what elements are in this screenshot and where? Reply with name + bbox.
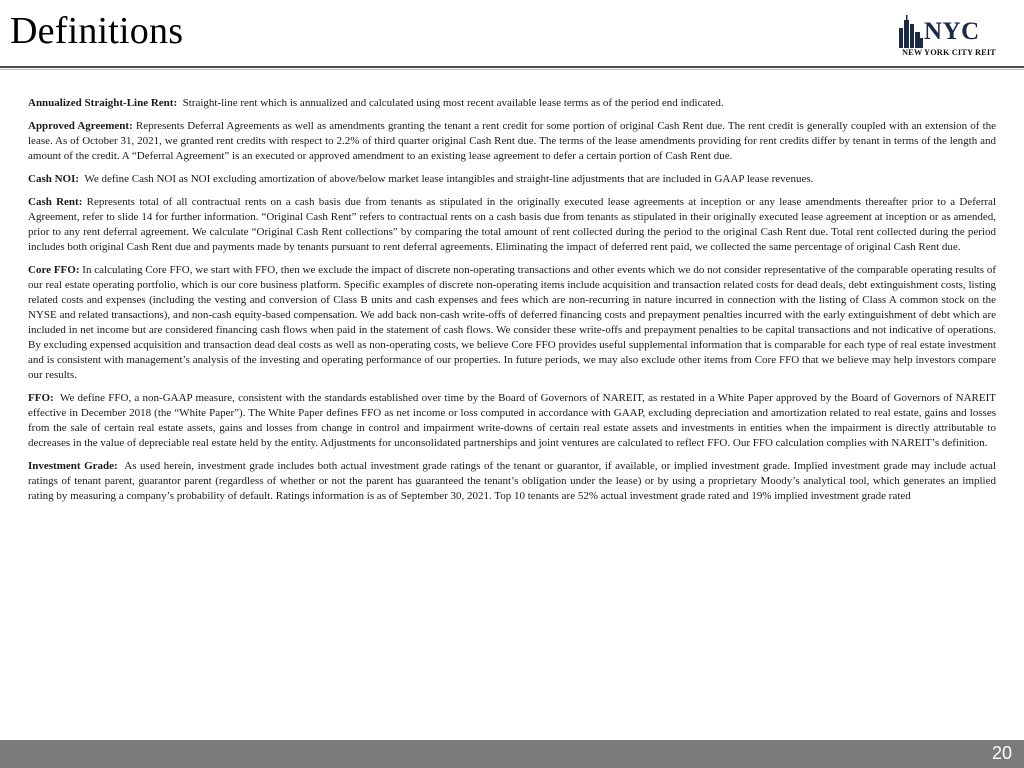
header-divider [0,66,1024,68]
definition-term: Approved Agreement: [28,120,133,132]
definition-ffo [28,391,996,451]
definition-core-ffo [28,263,996,383]
definition-investment-grade [28,459,996,504]
definitions-list [28,96,996,512]
definition-term: Investment Grade: [28,460,118,472]
definition-text: Straight-line rent which is annualized and calculated using most recent available lease terms as of the period end indicated. [182,97,724,109]
page-number: 20 [991,743,1012,763]
definition-text: We define Cash NOI as NOI excluding amortization of above/below market lease intangibles and straight-line adjustments that are included in GAAP lease revenues. [84,173,814,185]
definition-term: Cash NOI: [28,173,80,185]
definition-term: FFO: [28,392,54,404]
company-logo [898,12,1010,58]
header-divider-light [0,69,1024,70]
skyline-icon [898,12,924,48]
definition-text: In calculating Core FFO, we start with FFO, then we exclude the impact of discrete non-operating transactions and other events which we do not consider representative of the comparable operating results of our real estate operating portfolio, which is our core business platform. Specific examples of discrete non-operating items include acquisition and transaction related costs for dead deals, debt extinguishment costs, listing related costs and expenses (including the vesting and conversion of Class B units and cash expenses and fees which are non-recurring in nature incurred in connection with the listing of Class A common stock on the NYSE and related transactions), and non-cash equity-based compensation. We add back non-cash write-offs of deferred financing costs and prepayment penalties incurred with the early extinguishment of debt which are included in net income but are considered financing cash flows when paid in the statement of cash flows. We consider these write-offs and prepayment penalties to be capital transactions and not indicative of operations. By excluding expensed acquisition and transaction dead deal costs as well as non-operating costs, we believe Core FFO provides useful supplemental information that is comparable for each type of real estate investment and is consistent with management’s analysis of the investing and operating performance of our properties. In future periods, we may also exclude other items from Core FFO that we believe may help investors compare our results. [28,264,996,381]
definition-text: Represents Deferral Agreements as well as amendments granting the tenant a rent credit for some portion of original Cash Rent due. The rent credit is generally coupled with an extension of the lease. As of October 31, 2021, we granted rent credits with respect to 2.2% of third quarter original Cash Rent due. The terms of the lease amendments providing for rent credits differ by tenant in terms of the length and amount of the credit. A “Deferral Agreement” is an executed or approved amendment to an existing lease agreement to defer a certain portion of Cash Rent due. [28,120,997,162]
footer-bar [0,740,1024,768]
page-title: Definitions [10,10,184,52]
definition-annualized-straight-line-rent [28,96,996,111]
definition-cash-rent [28,195,996,255]
definition-text: Represents total of all contractual rents on a cash basis due from tenants as stipulated in the originally executed lease agreements at inception or any lease amendments thereafter prior to a Deferral Agreement, refer to slide 14 for further information. “Original Cash Rent” refers to contractual rents on a cash basis due from tenants as stipulated in their originally executed lease agreement at inception or as amended, prior to any rent deferral agreement. We calculate “Original Cash Rent collections” by comparing the total amount of rent collected during the period to the original Cash Rent due. Total rent collected during the period includes both original Cash Rent due and payments made by tenants pursuant to rent deferral agreements. Eliminating the impact of deferred rent paid, we collected the same percentage of original Cash Rent due. [28,196,996,253]
definition-approved-agreement [28,119,996,164]
logo-subtitle: NEW YORK CITY REIT [902,48,996,57]
definition-text: As used herein, investment grade includes both actual investment grade ratings of the tenant or guarantor, if available, or implied investment grade. Implied investment grade may include actual ratings of tenant parent, guarantor parent (regardless of whether or not the parent has guaranteed the tenant’s obligation under the lease) or by using a proprietary Moody’s analytical tool, which generates an implied rating by measuring a company’s probability of default. Ratings information is as of September 30, 2021. Top 10 tenants are 52% actual investment grade rated and 19% implied investment grade rated [28,460,996,502]
definition-cash-noi [28,172,996,187]
definition-term: Cash Rent: [28,196,83,208]
logo-wordmark: NYC [924,18,980,45]
definition-term: Annualized Straight-Line Rent: [28,97,178,109]
definition-term: Core FFO: [28,264,80,276]
definition-text: We define FFO, a non-GAAP measure, consistent with the standards established over time by the Board of Governors of NAREIT, as restated in a White Paper approved by the Board of Governors of NAREIT effective in December 2018 (the “White Paper”). The White Paper defines FFO as net income or loss computed in accordance with GAAP, excluding depreciation and amortization related to real estate, gains and losses from the sale of certain real estate assets, gains and losses from change in control and impairment write-downs of certain real estate assets and investments in entities when the impairment is directly attributable to decreases in the value of depreciable real estate held by the entity. Adjustments for unconsolidated partnerships and joint ventures are calculated to reflect FFO. Our FFO calculation complies with NAREIT’s definition. [28,392,996,449]
